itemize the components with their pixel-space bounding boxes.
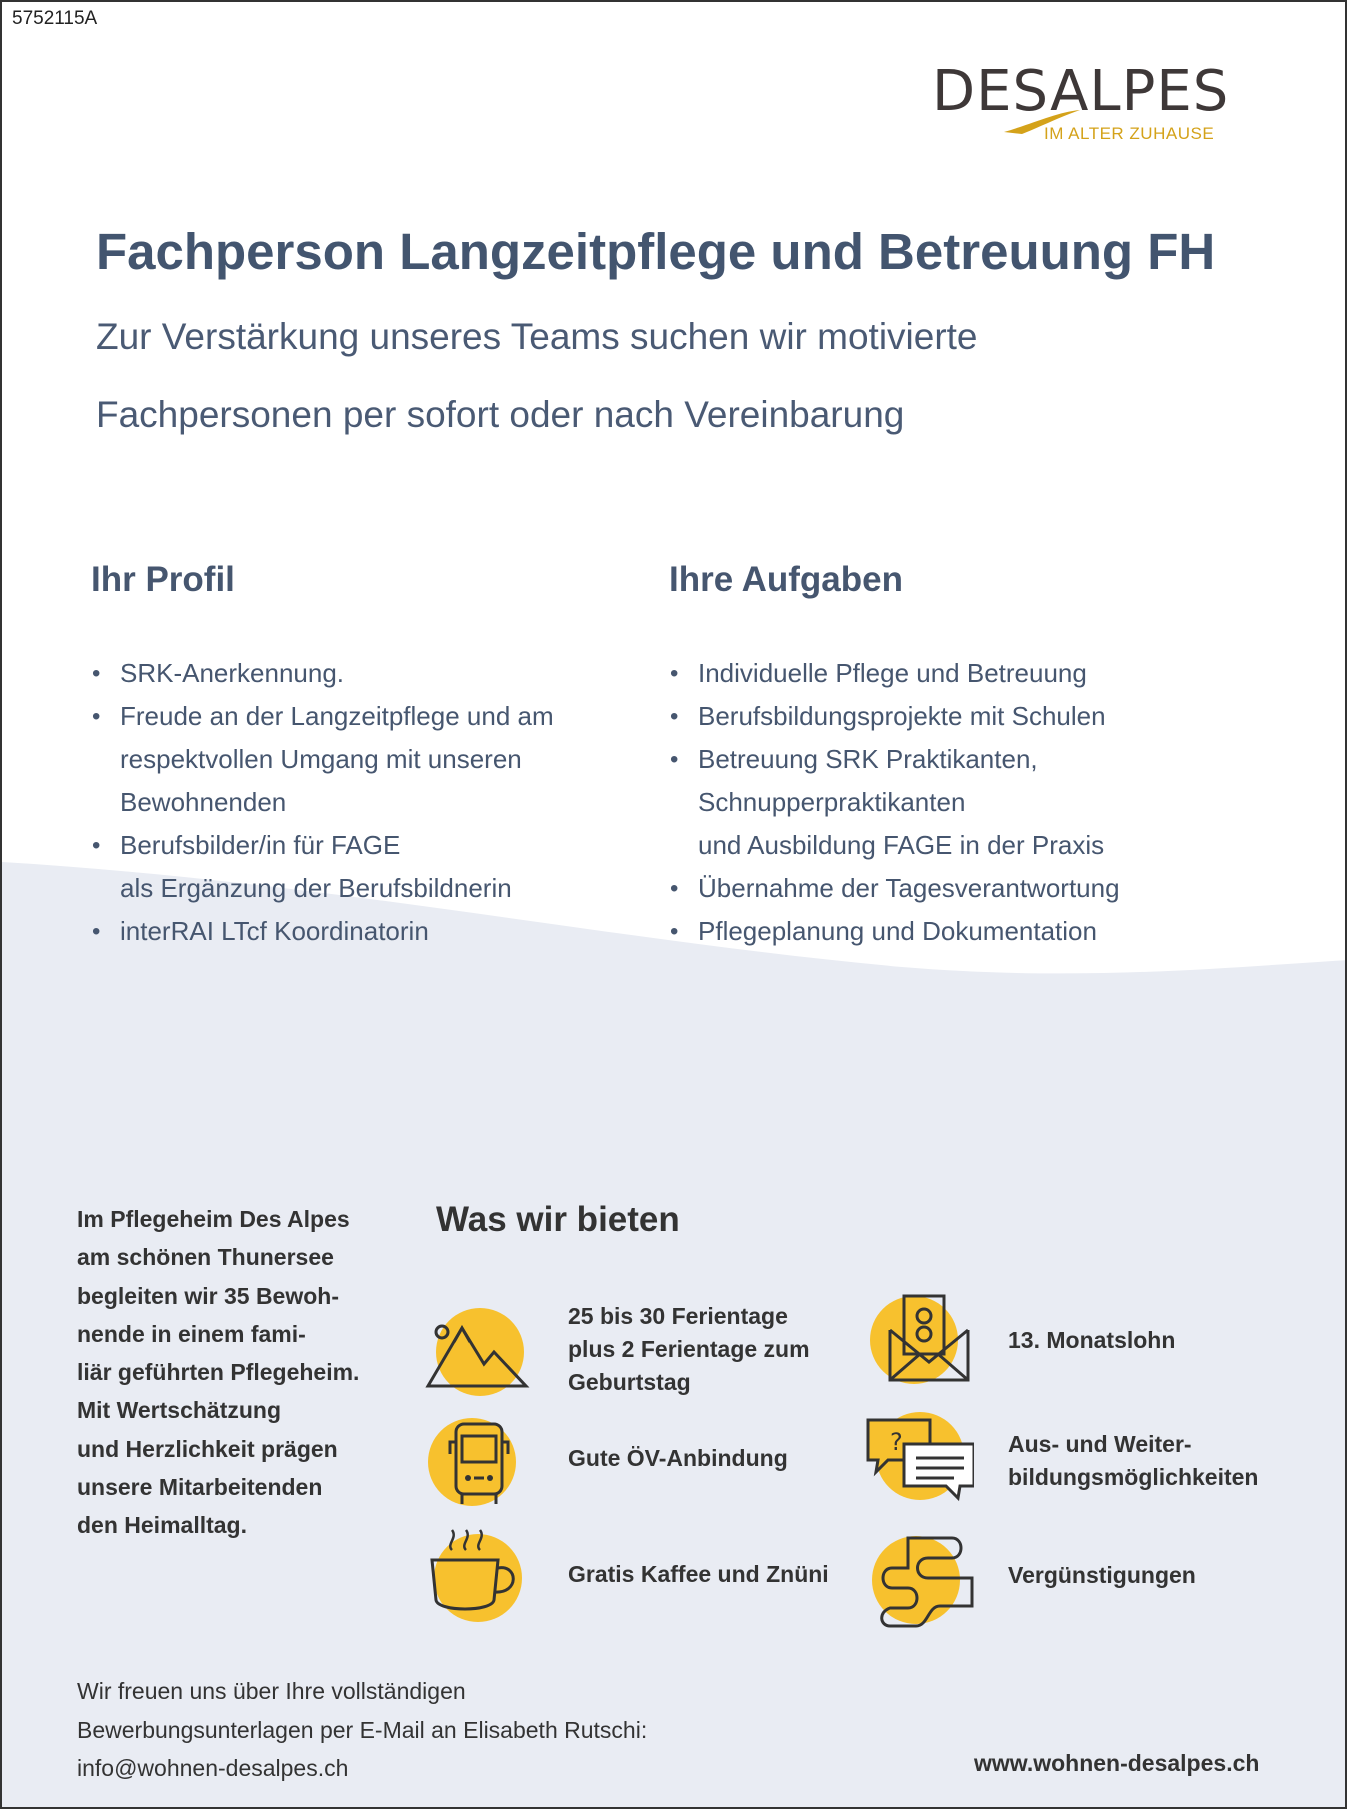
- list-item: • interRAI LTcf Koordinatorin: [92, 910, 652, 953]
- desalpes-logo: [932, 60, 1277, 150]
- puzzle-icon: [868, 1528, 978, 1632]
- contact-text: Wir freuen uns über Ihre vollständigen Bewerbungsunterlagen per E-Mail an Elisabeth Rutschi: info@wohnen-desalpes.ch: [77, 1678, 648, 1781]
- offer-heading: Was wir bieten: [436, 1200, 680, 1239]
- list-item: • Berufsbilder/in für FAGE als Ergänzung der Berufsbildnerin: [92, 824, 652, 910]
- logo-wordmark: DESALPES: [932, 59, 1230, 124]
- list-item: • SRK-Anerkennung.: [92, 652, 652, 695]
- benefit-text: Vergünstigungen: [1008, 1562, 1196, 1588]
- list-item: • Freude an der Langzeitpflege und am respektvollen Umgang mit unseren Bewohnenden: [92, 695, 652, 824]
- list-item: • Pflegeplanung und Dokumentation: [670, 910, 1290, 953]
- subtitle-line-1: Zur Verstärkung unseres Teams suchen wir motivierte: [96, 316, 978, 357]
- mountains-icon: [422, 1302, 532, 1406]
- profile-heading: Ihr Profil: [91, 560, 235, 599]
- subtitle-line-2: Fachpersonen per sofort oder nach Vereinbarung: [96, 394, 905, 435]
- benefit-text: 13. Monatslohn: [1008, 1327, 1176, 1353]
- svg-text:?: ?: [890, 1428, 903, 1456]
- profile-list: [92, 652, 652, 953]
- list-item: • Betreuung SRK Praktikanten, Schnupperpraktikanten und Ausbildung FAGE in der Praxis: [670, 738, 1290, 867]
- benefit-text: Gute ÖV-Anbindung: [568, 1445, 788, 1471]
- website-link[interactable]: www.wohnen-desalpes.ch: [974, 1750, 1260, 1776]
- list-item: • Individuelle Pflege und Betreuung: [670, 652, 1290, 695]
- job-title: Fachperson Langzeitpflege und Betreuung FH: [96, 223, 1216, 280]
- benefit-text: Aus- und Weiter- bildungsmöglichkeiten: [1008, 1431, 1259, 1490]
- logo-tagline: IM ALTER ZUHAUSE: [1044, 124, 1215, 143]
- benefit-text: 25 bis 30 Ferientage plus 2 Ferientage zum Geburtstag: [568, 1303, 810, 1395]
- money-envelope-icon: [864, 1290, 974, 1394]
- chat-bubbles-icon: [864, 1404, 974, 1508]
- bus-icon: [422, 1410, 532, 1514]
- list-item: • Übernahme der Tagesverantwortung: [670, 867, 1290, 910]
- coffee-cup-icon: [422, 1520, 532, 1624]
- tasks-list: [670, 652, 1290, 953]
- intro-text: Im Pflegeheim Des Alpes am schönen Thunersee begleiten wir 35 Bewoh- nende in einem fami- liär geführten Pflegeheim. Mit Wertschätzung und Herzlichkeit prägen unsere Mitarbeitenden den Heimalltag.: [77, 1206, 360, 1539]
- list-item: • Berufsbildungsprojekte mit Schulen: [670, 695, 1290, 738]
- tasks-heading: Ihre Aufgaben: [669, 560, 903, 599]
- reference-code: 5752115A: [12, 8, 98, 29]
- benefit-text: Gratis Kaffee und Znüni: [568, 1561, 829, 1587]
